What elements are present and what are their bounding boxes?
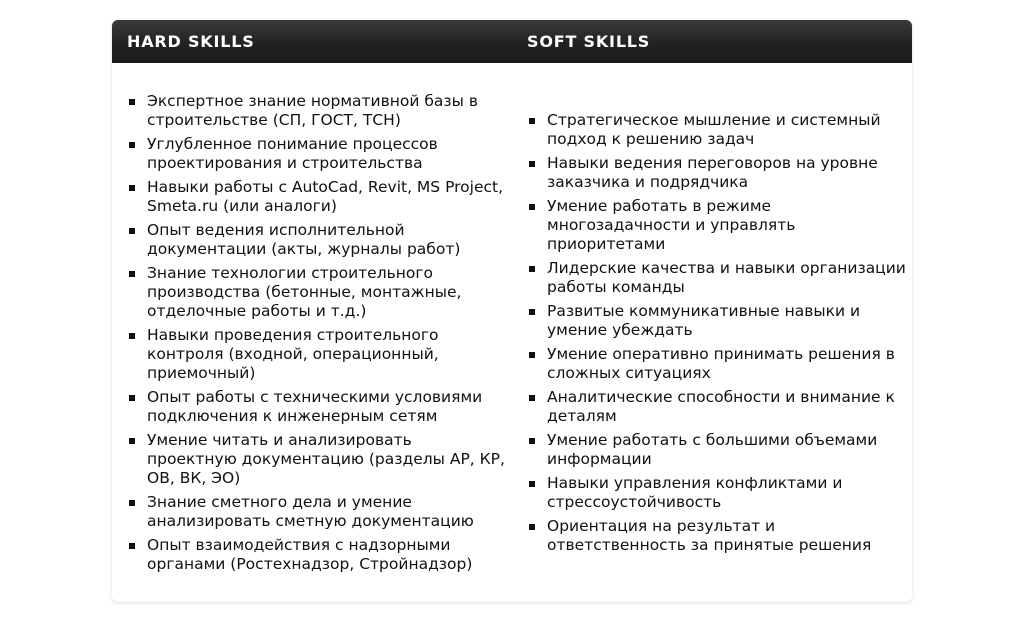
list-item xyxy=(512,259,912,297)
list-item-text: Знание сметного дела и умение анализировать сметную документацию xyxy=(147,493,474,530)
list-item-text: Умение работать в режиме многозадачности и управлять приоритетами xyxy=(547,197,796,253)
bullet-square-icon xyxy=(529,204,535,210)
list-item xyxy=(112,178,512,216)
bullet-square-icon xyxy=(529,161,535,167)
bullet-square-icon xyxy=(129,99,135,105)
list-item-text: Навыки проведения строительного контроля (входной, операционный, приемочный) xyxy=(147,326,439,382)
list-item xyxy=(112,326,512,383)
hard-skills-list xyxy=(112,92,512,574)
list-item xyxy=(512,197,912,254)
bullet-square-icon xyxy=(529,481,535,487)
bullet-square-icon xyxy=(529,118,535,124)
list-item-text: Умение работать с большими объемами информации xyxy=(547,431,878,468)
list-item xyxy=(112,264,512,321)
hard-skills-heading: HARD SKILLS xyxy=(127,32,255,51)
list-item xyxy=(112,221,512,259)
bullet-square-icon xyxy=(129,438,135,444)
list-item-text: Умение оперативно принимать решения в сложных ситуациях xyxy=(547,345,895,382)
bullet-square-icon xyxy=(129,228,135,234)
list-item-text: Опыт работы с техническими условиями подключения к инженерным сетям xyxy=(147,388,483,425)
soft-skills-list xyxy=(512,111,912,555)
bullet-square-icon xyxy=(129,395,135,401)
bullet-square-icon xyxy=(529,524,535,530)
bullet-square-icon xyxy=(129,500,135,506)
list-item-text: Лидерские качества и навыки организации работы команды xyxy=(547,259,906,296)
list-item xyxy=(112,388,512,426)
bullet-square-icon xyxy=(129,333,135,339)
soft-skills-column xyxy=(512,63,912,579)
bullet-square-icon xyxy=(529,309,535,315)
bullet-square-icon xyxy=(129,271,135,277)
list-item xyxy=(512,111,912,149)
list-item-text: Ориентация на результат и ответственность за принятые решения xyxy=(547,517,872,554)
list-item xyxy=(512,431,912,469)
table-header xyxy=(112,20,912,63)
list-item xyxy=(112,135,512,173)
list-item xyxy=(112,431,512,488)
bullet-square-icon xyxy=(529,438,535,444)
list-item xyxy=(512,474,912,512)
list-item-text: Углубленное понимание процессов проектирования и строительства xyxy=(147,135,438,172)
list-item-text: Аналитические способности и внимание к деталям xyxy=(547,388,895,425)
list-item xyxy=(512,154,912,192)
list-item xyxy=(112,536,512,574)
list-item-text: Опыт ведения исполнительной документации (акты, журналы работ) xyxy=(147,221,461,258)
bullet-square-icon xyxy=(529,395,535,401)
skills-table xyxy=(112,20,912,602)
list-item-text: Развитые коммуникативные навыки и умение убеждать xyxy=(547,302,861,339)
soft-skills-heading: SOFT SKILLS xyxy=(527,32,651,51)
table-body xyxy=(112,63,912,579)
list-item xyxy=(512,345,912,383)
hard-skills-column xyxy=(112,63,512,579)
list-item xyxy=(112,92,512,130)
list-item xyxy=(112,493,512,531)
list-item-text: Опыт взаимодействия с надзорными органами (Ростехнадзор, Стройнадзор) xyxy=(147,536,473,573)
bullet-square-icon xyxy=(129,543,135,549)
list-item-text: Стратегическое мышление и системный подход к решению задач xyxy=(547,111,881,148)
list-item-text: Навыки работы с AutoCad, Revit, MS Project, Smeta.ru (или аналоги) xyxy=(147,178,504,215)
list-item-text: Навыки управления конфликтами и стрессоустойчивость xyxy=(547,474,843,511)
list-item-text: Навыки ведения переговоров на уровне заказчика и подрядчика xyxy=(547,154,878,191)
bullet-square-icon xyxy=(129,142,135,148)
list-item-text: Умение читать и анализировать проектную документацию (разделы АР, КР, ОВ, ВК, ЭО) xyxy=(147,431,505,487)
list-item-text: Экспертное знание нормативной базы в строительстве (СП, ГОСТ, ТСН) xyxy=(147,92,478,129)
bullet-square-icon xyxy=(529,352,535,358)
list-item xyxy=(512,388,912,426)
list-item-text: Знание технологии строительного производства (бетонные, монтажные, отделочные работы и т.д.) xyxy=(147,264,462,320)
bullet-square-icon xyxy=(129,185,135,191)
list-item xyxy=(512,517,912,555)
list-item xyxy=(512,302,912,340)
bullet-square-icon xyxy=(529,266,535,272)
